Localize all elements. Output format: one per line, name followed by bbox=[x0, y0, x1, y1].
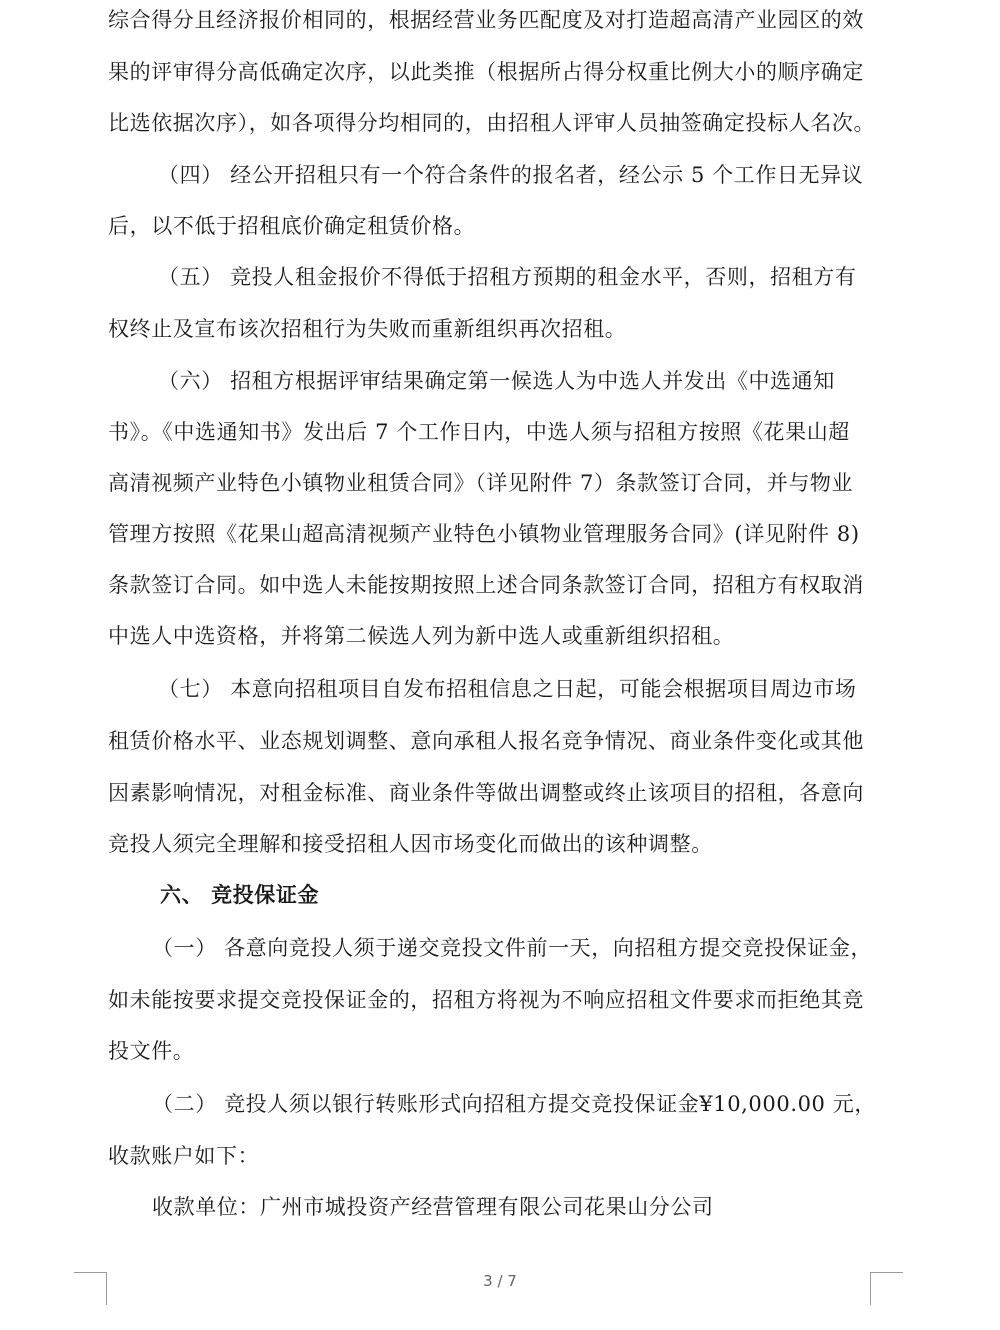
section-heading: 六、 竞投保证金 bbox=[160, 883, 320, 907]
paragraph-line: 书》。《中选通知书》发出后 7 个工作日内，中选人须与招租方按照《花果山超 bbox=[108, 420, 850, 444]
paragraph-line: （七） 本意向招租项目自发布招租信息之日起，可能会根据项目周边市场 bbox=[158, 677, 857, 701]
paragraph-line: 如未能按要求提交竞投保证金的，招租方将视为不响应招租文件要求而拒绝其竞 bbox=[108, 988, 864, 1012]
paragraph-line: 综合得分且经济报价相同的，根据经营业务匹配度及对打造超高清产业园区的效 bbox=[108, 8, 864, 32]
paragraph-line: 管理方按照《花果山超高清视频产业特色小镇物业管理服务合同》(详见附件 8) bbox=[108, 522, 860, 546]
paragraph-line: 条款签订合同。如中选人未能按期按照上述合同条款签订合同，招租方有权取消 bbox=[108, 573, 864, 597]
paragraph-line: （一） 各意向竞投人须于递交竞投文件前一天，向招租方提交竞投保证金， bbox=[152, 936, 873, 960]
paragraph-line: 中选人中选资格，并将第二候选人列为新中选人或重新组织招租。 bbox=[108, 624, 735, 648]
page-number: 3 / 7 bbox=[483, 1272, 517, 1290]
paragraph-line: 收款单位：广州市城投资产经营管理有限公司花果山分公司 bbox=[152, 1195, 714, 1219]
paragraph-line: 租赁价格水平、业态规划调整、意向承租人报名竞争情况、商业条件变化或其他 bbox=[108, 729, 864, 753]
paragraph-line: 投文件。 bbox=[108, 1039, 195, 1063]
paragraph-line: 因素影响情况，对租金标准、商业条件等做出调整或终止该项目的招租，各意向 bbox=[108, 781, 864, 805]
paragraph-line: 后，以不低于招租底价确定租赁价格。 bbox=[108, 214, 476, 238]
paragraph-line: 比选依据次序），如各项得分均相同的，由招租人评审人员抽签确定投标人名次。 bbox=[108, 111, 876, 135]
paragraph-line: 高清视频产业特色小镇物业租赁合同》（详见附件 7）条款签订合同，并与物业 bbox=[108, 471, 854, 495]
paragraph-line: （六） 招租方根据评审结果确定第一候选人为中选人并发出《中选通知 bbox=[158, 369, 835, 393]
paragraph-line: 果的评审得分高低确定次序，以此类推（根据所占得分权重比例大小的顺序确定 bbox=[108, 60, 864, 84]
paragraph-line: 竞投人须完全理解和接受招租人因市场变化而做出的该种调整。 bbox=[108, 832, 713, 856]
paragraph-line: （五） 竞投人租金报价不得低于招租方预期的租金水平，否则，招租方有 bbox=[158, 265, 857, 289]
paragraph-line: （四） 经公开招租只有一个符合条件的报名者，经公示 5 个工作日无异议 bbox=[158, 163, 864, 187]
paragraph-line: （二） 竞投人须以银行转账形式向招租方提交竞投保证金¥10,000.00 元， bbox=[152, 1092, 876, 1116]
paragraph-line: 权终止及宣布该次招租行为失败而重新组织再次招租。 bbox=[108, 317, 627, 341]
paragraph-line: 收款账户如下： bbox=[108, 1144, 260, 1168]
